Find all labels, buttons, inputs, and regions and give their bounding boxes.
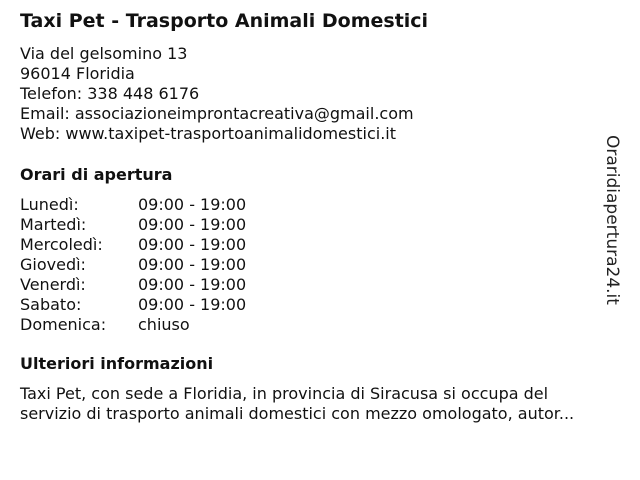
hours-row-wednesday bbox=[20, 235, 246, 255]
site-watermark: Oraridiapertura24.it bbox=[602, 135, 622, 305]
day-label: Mercoledì: bbox=[20, 235, 103, 254]
hours-value: 09:00 - 19:00 bbox=[138, 295, 247, 314]
day-label: Domenica: bbox=[20, 315, 107, 334]
web-line: Web: www.taxipet-trasportoanimalidomestici.it bbox=[20, 124, 396, 143]
hours-row-tuesday bbox=[20, 215, 246, 235]
contact-block bbox=[20, 44, 414, 144]
hours-value: 09:00 - 19:00 bbox=[138, 275, 247, 294]
hours-row-saturday bbox=[20, 295, 246, 315]
email-line: Email: associazioneimprontacreativa@gmail.com bbox=[20, 104, 414, 123]
phone-line: Telefon: 338 448 6176 bbox=[20, 84, 200, 103]
day-label: Sabato: bbox=[20, 295, 82, 314]
day-label: Martedì: bbox=[20, 215, 87, 234]
day-label: Giovedì: bbox=[20, 255, 86, 274]
hours-row-monday bbox=[20, 195, 246, 215]
description-text bbox=[20, 384, 630, 424]
more-info-heading: Ulteriori informazioni bbox=[20, 354, 214, 373]
hours-value: 09:00 - 19:00 bbox=[138, 215, 247, 234]
day-label: Venerdì: bbox=[20, 275, 86, 294]
hours-value: 09:00 - 19:00 bbox=[138, 255, 247, 274]
description-line: servizio di trasporto animali domestici con mezzo omologato, autor... bbox=[20, 404, 575, 423]
description-line: Taxi Pet, con sede a Floridia, in provincia di Siracusa si occupa del bbox=[20, 384, 549, 403]
day-label: Lunedì: bbox=[20, 195, 79, 214]
page-title: Taxi Pet - Trasporto Animali Domestici bbox=[20, 10, 429, 32]
hours-value: chiuso bbox=[138, 315, 190, 334]
hours-row-sunday bbox=[20, 315, 246, 335]
hours-row-friday bbox=[20, 275, 246, 295]
address-street: Via del gelsomino 13 bbox=[20, 44, 188, 63]
hours-value: 09:00 - 19:00 bbox=[138, 195, 247, 214]
opening-hours-table bbox=[20, 195, 246, 335]
address-city: 96014 Floridia bbox=[20, 64, 135, 83]
hours-row-thursday bbox=[20, 255, 246, 275]
opening-hours-heading: Orari di apertura bbox=[20, 165, 173, 184]
hours-value: 09:00 - 19:00 bbox=[138, 235, 247, 254]
